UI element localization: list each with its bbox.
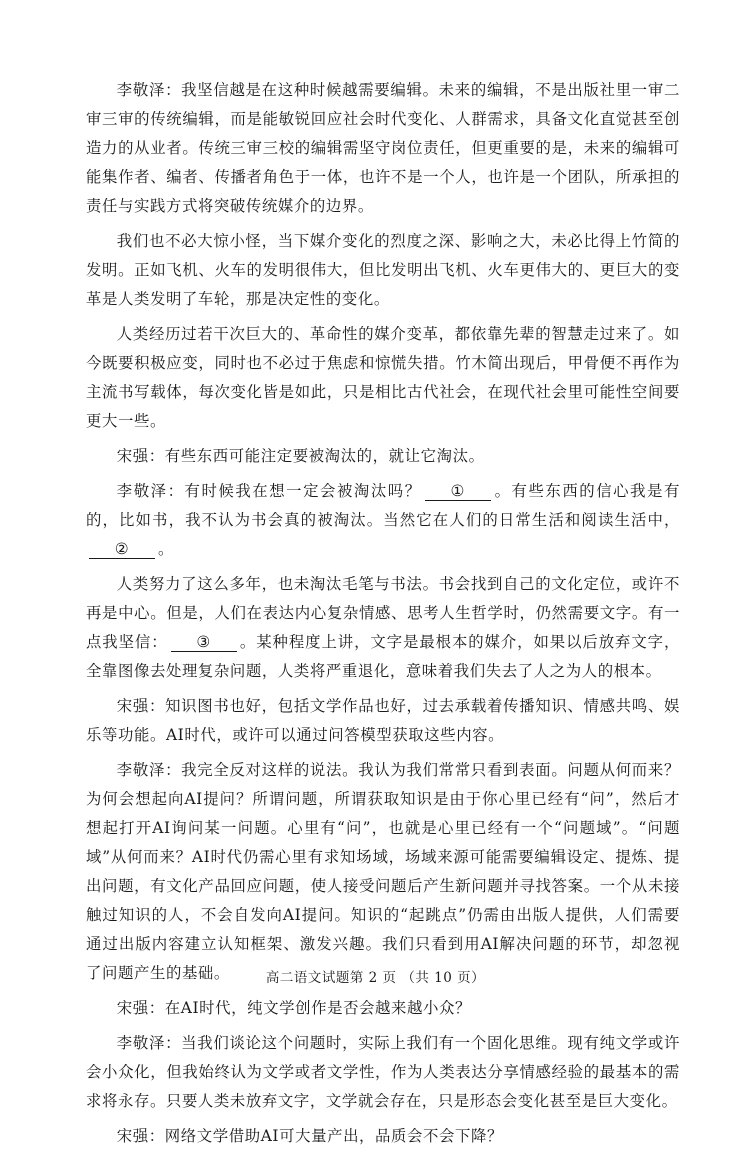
text-segment: 。 — [158, 540, 174, 558]
paragraph: 李敬泽：我坚信越是在这种时候越需要编辑。未来的编辑，不是出版社里一审二审三审的传统编辑，而是能敏锐回应社会时代变化、人群需求，具备文化直觉甚至创造力的从业者。传统三审三校的编辑需坚守岗位责任，但更重要的是，未来的编辑可能集作者、编者、传播者角色于一体，也许不是一个人，也许是一个团队，所承担的责任与实践方式将突破传统媒介的边界。 — [86, 81, 680, 215]
paragraph: 宋强：有些东西可能注定要被淘汰的，就让它淘汰。 — [116, 447, 485, 465]
text-segment: 。某种程度上讲，文字是最根本的媒介，如果以后放弃文字，全靠图像去处理复杂问题，人类将严重退化，意味着我们失去了人之为人的根本。 — [86, 633, 680, 680]
fill-blank-1: ① — [425, 482, 491, 501]
paragraph: 李敬泽：当我们谈论这个问题时，实际上我们有一个固化思维。现有纯文学或许会小众化，但我始终认为文学或者文学性，作为人类表达分享情感经验的最基本的需求将永存。只要人类未放弃文字，文学就会存在，只是形态会变化甚至是巨大变化。 — [86, 1034, 680, 1110]
paragraph: 我们也不必大惊小怪，当下媒介变化的烈度之深、影响之大，未必比得上竹简的发明。正如飞机、火车的发明很伟大，但比发明出飞机、火车更伟大的、更巨大的变革是人类发明了车轮，那是决定性的变化。 — [86, 232, 680, 308]
paragraph-with-blank — [86, 570, 680, 686]
document-body — [86, 76, 680, 1157]
paragraph: 李敬泽：我完全反对这样的说法。我认为我们常常只看到表面。问题从何而来？为何会想起向AI提问？所谓问题，所谓获取知识是由于你心里已经有“问”，然后才想起打开AI询问某一问题。心里有“问”，也就是心里已经有一个“问题域”。“问题域”从何而来？AI时代仍需心里有求知场域，场域来源可能需要编辑设定、提炼、提出问题，有文化产品回应问题，使人接受问题后产生新问题并寻找答案。一个从未接触过知识的人，不会自发向AI提问。知识的“起跳点”仍需由出版人提供，人们需要通过出版内容建立认知框架、激发兴趣。我们只看到用AI解决问题的环节，却忽视了问题产生的基础。 — [86, 761, 680, 982]
fill-blank-3: ③ — [171, 633, 237, 652]
page-footer: 高二语文试题第 2 页 （共 10 页） — [265, 970, 486, 986]
paragraph: 宋强：网络文学借助AI可大量产出，品质会不会下降？ — [116, 1127, 503, 1145]
paragraph-with-blanks — [86, 477, 680, 564]
paragraph: 宋强：知识图书也好，包括文学作品也好，过去承载着传播知识、情感共鸣、娱乐等功能。AI时代，或许可以通过问答模型获取这些内容。 — [86, 697, 680, 744]
text-segment: 。有些东西的信心我是有的，比如书，我不认为书会真的被淘汰。当然它在人们的日常生活和阅读生活中， — [86, 482, 680, 529]
paragraph: 人类经历过若干次巨大的、革命性的媒介变革，都依靠先辈的智慧走过来了。如今既要积极应变，同时也不必过于焦虑和惊慌失措。竹木简出现后，甲骨便不再作为主流书写载体，每次变化皆是如此，只是相比古代社会，在现代社会里可能性空间要更大一些。 — [86, 325, 680, 430]
text-segment: 人类努力了这么多年，也未淘汰毛笔与书法。书会找到自己的文化定位，或许不再是中心。但是，人们在表达内心复杂情感、思考人生哲学时，仍然需要文字。有一点我坚信： — [86, 575, 680, 651]
paragraph: 宋强：在AI时代，纯文学创作是否会越来越小众？ — [116, 999, 471, 1017]
fill-blank-2: ② — [89, 540, 155, 559]
text-segment: 李敬泽：有时候我在想一定会被淘汰吗？ — [116, 482, 422, 500]
